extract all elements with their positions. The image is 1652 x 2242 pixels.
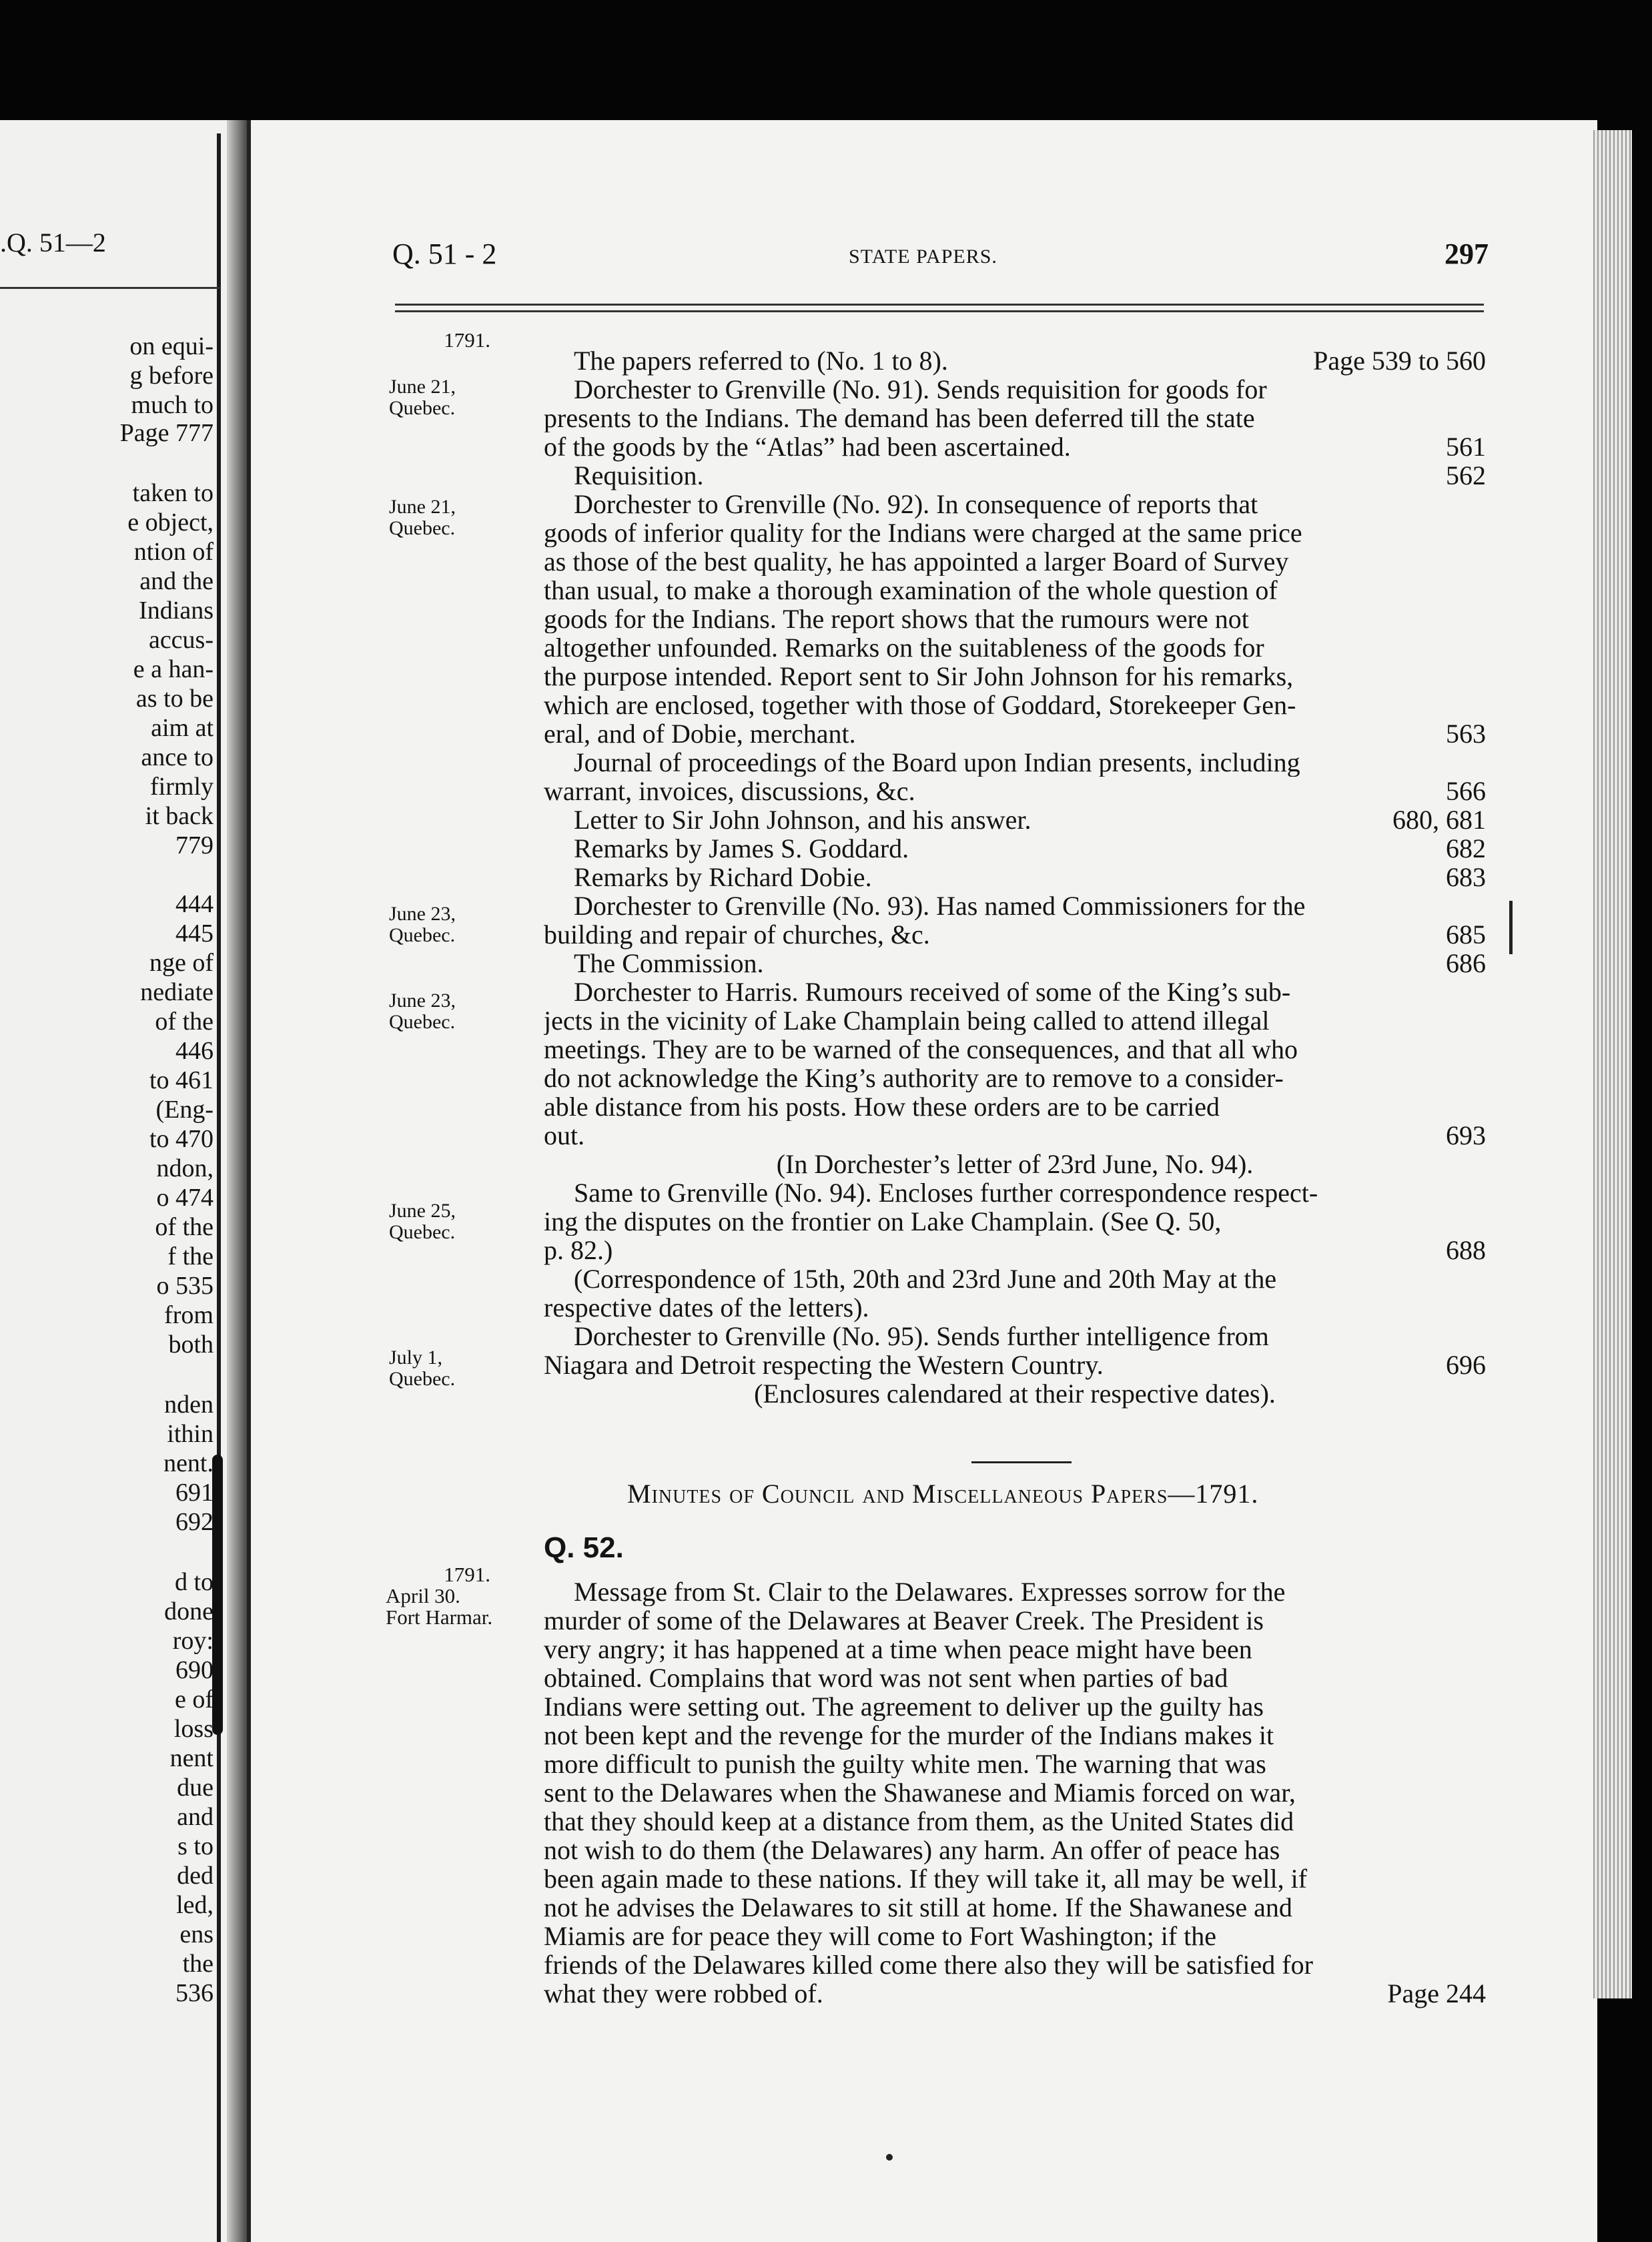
line-text: ing the disputes on the frontier on Lake Champlain. (See Q. 50,	[544, 1208, 1222, 1236]
text-line	[544, 863, 1486, 891]
line-text: as those of the best quality, he has appointed a larger Board of Survey	[544, 548, 1289, 576]
left-page-line: the	[182, 1950, 214, 1978]
volume-heading: Q. 52.	[544, 1531, 624, 1564]
text-line	[544, 1693, 1486, 1721]
page-reference: 696	[1446, 1350, 1486, 1380]
text-line	[544, 950, 1486, 978]
line-text: Letter to Sir John Johnson, and his answer.	[574, 805, 1031, 835]
line-text: warrant, invoices, discussions, &c.	[544, 776, 915, 806]
left-page-line: o 535	[156, 1272, 214, 1300]
text-line	[544, 749, 1486, 777]
line-text: (Enclosures calendared at their respective dates).	[754, 1379, 1276, 1409]
text-line	[544, 1150, 1486, 1178]
margin-date-note: Quebec.	[389, 397, 456, 419]
line-text: that they should keep at a distance from them, as the United States did	[544, 1808, 1294, 1836]
line-text: altogether unfounded. Remarks on the suitableness of the goods for	[544, 634, 1264, 662]
text-line	[544, 433, 1486, 461]
text-line	[544, 1093, 1486, 1121]
left-page-line: s to	[177, 1832, 214, 1860]
page-reference: 688	[1446, 1235, 1486, 1265]
line-text: than usual, to make a thorough examination of the whole question of	[544, 577, 1278, 605]
left-page-line: on equi-	[129, 332, 214, 360]
text-line	[544, 1951, 1486, 1979]
line-text: out.	[544, 1120, 585, 1150]
left-page-line: both	[168, 1331, 214, 1359]
line-text: of the goods by the “Atlas” had been ascertained.	[544, 432, 1071, 462]
left-page-rule	[0, 287, 220, 289]
text-line	[544, 1265, 1486, 1293]
text-line	[544, 1922, 1486, 1950]
margin-date-note: June 25,	[389, 1200, 456, 1222]
margin-date-note: April 30.	[386, 1584, 460, 1607]
page-reference: Page 539 to 560	[1313, 346, 1486, 376]
text-line	[544, 376, 1486, 404]
line-text: obtained. Complains that word was not sent when parties of bad	[544, 1664, 1228, 1692]
left-page-line: of the	[155, 1213, 214, 1241]
left-page-line: it back	[145, 802, 214, 830]
line-text: goods of inferior quality for the Indians were charged at the same price	[544, 519, 1302, 547]
line-text: building and repair of churches, &c.	[544, 919, 930, 950]
text-line	[544, 347, 1486, 375]
text-line	[544, 921, 1486, 949]
left-page-header: .Q. 51—2	[0, 228, 106, 258]
left-page-line: Page 777	[119, 419, 214, 447]
left-page-line: roy:	[172, 1627, 214, 1655]
page-reference: 563	[1446, 719, 1486, 749]
left-page-line: led,	[176, 1891, 214, 1919]
line-text: which are enclosed, together with those of Goddard, Storekeeper Gen-	[544, 691, 1296, 719]
text-line	[544, 404, 1486, 432]
text-line	[544, 1036, 1486, 1064]
text-line	[544, 1607, 1486, 1635]
line-text: Remarks by James S. Goddard.	[574, 833, 909, 863]
line-text: respective dates of the letters).	[544, 1292, 869, 1323]
binding-marker	[212, 1455, 223, 1735]
line-text: Dorchester to Grenville (No. 93). Has named Commissioners for the	[574, 892, 1306, 920]
left-page-line: to 470	[149, 1125, 214, 1153]
left-page-line: nge of	[149, 949, 214, 977]
left-page-line: nent.	[163, 1449, 214, 1477]
line-text: meetings. They are to be warned of the consequences, and that all who	[544, 1036, 1298, 1064]
text-line	[544, 691, 1486, 719]
line-text: Dorchester to Grenville (No. 95). Sends further intelligence from	[574, 1323, 1269, 1351]
text-line	[544, 490, 1486, 518]
line-text: murder of some of the Delawares at Beaver Creek. The President is	[544, 1607, 1264, 1635]
page-reference: 693	[1446, 1120, 1486, 1150]
text-line	[544, 892, 1486, 920]
text-line	[544, 1836, 1486, 1864]
left-page-line: firmly	[150, 773, 214, 801]
text-line	[544, 1722, 1486, 1750]
text-line	[544, 1380, 1486, 1408]
text-line	[544, 663, 1486, 691]
margin-mark	[1509, 901, 1513, 954]
line-text: do not acknowledge the King’s authority are to remove to a consider-	[544, 1064, 1284, 1092]
line-text: Dorchester to Grenville (No. 91). Sends requisition for goods for	[574, 376, 1267, 404]
left-page-line: e a han-	[133, 655, 214, 683]
line-text: been again made to these nations. If they will take it, all may be well, if	[544, 1865, 1308, 1893]
margin-date-note: July 1,	[389, 1347, 443, 1369]
line-text: not wish to do them (the Delawares) any harm. An offer of peace has	[544, 1836, 1280, 1864]
line-text: Dorchester to Harris. Rumours received of some of the King’s sub-	[574, 978, 1291, 1006]
text-line	[544, 1750, 1486, 1778]
left-page-line: 446	[175, 1037, 214, 1065]
line-text: Indians were setting out. The agreement to deliver up the guilty has	[544, 1693, 1264, 1721]
line-text: what they were robbed of.	[544, 1978, 823, 2008]
margin-date-note: Quebec.	[389, 1221, 456, 1243]
text-line	[544, 1122, 1486, 1150]
left-page-line: 444	[175, 890, 214, 918]
left-page-line: loss	[173, 1715, 214, 1743]
left-page-line: g before	[129, 362, 214, 390]
line-text: jects in the vicinity of Lake Champlain being called to attend illegal	[544, 1007, 1270, 1035]
line-text: sent to the Delawares when the Shawanese and Miamis forced on war,	[544, 1779, 1296, 1807]
margin-date-note: Fort Harmar.	[386, 1605, 493, 1629]
text-line	[544, 519, 1486, 547]
line-text: able distance from his posts. How these orders are to be carried	[544, 1093, 1220, 1121]
text-line	[544, 634, 1486, 662]
margin-date-note: Quebec.	[389, 924, 456, 946]
text-line	[544, 835, 1486, 863]
left-page-line: as to be	[135, 685, 214, 713]
text-line	[544, 1635, 1486, 1663]
margin-date-note: 1791.	[444, 328, 490, 352]
page-reference: 683	[1446, 862, 1486, 892]
page-reference: 685	[1446, 919, 1486, 950]
line-text: very angry; it has happened at a time when peace might have been	[544, 1635, 1252, 1663]
text-line	[544, 1064, 1486, 1092]
line-text: The Commission.	[574, 948, 764, 978]
line-text: the purpose intended. Report sent to Sir John Johnson for his remarks,	[544, 663, 1294, 691]
left-page-line: nent	[169, 1744, 214, 1772]
line-text: Dorchester to Grenville (No. 92). In consequence of reports that	[574, 490, 1258, 518]
text-line	[544, 1865, 1486, 1893]
line-text: p. 82.)	[544, 1235, 613, 1265]
left-page-line: from	[164, 1301, 214, 1329]
left-page-line: ndon,	[156, 1154, 214, 1182]
text-line	[544, 1294, 1486, 1322]
left-page-line: much to	[131, 391, 214, 419]
page-reference: 566	[1446, 776, 1486, 806]
line-text: Miamis are for peace they will come to Fort Washington; if the	[544, 1922, 1217, 1950]
left-page-line: 692	[175, 1508, 214, 1536]
line-text: (Correspondence of 15th, 20th and 23rd June and 20th May at the	[574, 1265, 1277, 1293]
text-line	[544, 1808, 1486, 1836]
line-text: Requisition.	[574, 460, 704, 490]
line-text: Niagara and Detroit respecting the Western Country.	[544, 1350, 1104, 1380]
text-line	[544, 777, 1486, 805]
left-page-line: e object,	[127, 508, 214, 536]
left-page-line: due	[177, 1774, 214, 1802]
text-line	[544, 1664, 1486, 1692]
text-line	[544, 1208, 1486, 1236]
page-reference: 686	[1446, 948, 1486, 978]
line-text: Journal of proceedings of the Board upon Indian presents, including	[574, 749, 1300, 777]
margin-date-note: June 23,	[389, 990, 456, 1012]
left-page-line: ithin	[167, 1420, 214, 1448]
section-heading: Minutes of Council and Miscellaneous Papers—1791.	[627, 1479, 1259, 1509]
line-text: not he advises the Delawares to sit still at home. If the Shawanese and	[544, 1894, 1292, 1922]
left-page-line: 445	[175, 919, 214, 948]
line-text: Same to Grenville (No. 94). Encloses further correspondence respect-	[574, 1179, 1318, 1207]
running-title: STATE PAPERS.	[849, 246, 997, 268]
left-page-line: o 474	[156, 1184, 214, 1212]
line-text: presents to the Indians. The demand has been deferred till the state	[544, 404, 1255, 432]
page-number: 297	[1444, 238, 1489, 270]
text-line	[544, 1179, 1486, 1207]
left-page-line: ance to	[141, 743, 214, 771]
left-page-line: ens	[179, 1920, 214, 1948]
left-page-line: Indians	[139, 597, 214, 625]
page-reference: Page 244	[1387, 1978, 1486, 2008]
left-page-line: 779	[175, 831, 214, 859]
left-page-line: e of	[174, 1686, 214, 1714]
margin-date-note: 1791.	[444, 1563, 490, 1586]
section-rule	[971, 1461, 1072, 1463]
line-text: more difficult to punish the guilty white men. The warning that was	[544, 1750, 1266, 1778]
text-line	[544, 1236, 1486, 1264]
margin-date-note: Quebec.	[389, 1011, 456, 1033]
left-page-line: of the	[155, 1008, 214, 1036]
left-page-line: (Eng-	[155, 1096, 214, 1124]
page-reference: 562	[1446, 460, 1486, 490]
line-text: eral, and of Dobie, merchant.	[544, 719, 856, 749]
left-page-line: taken to	[132, 479, 214, 507]
page-header-left: Q. 51 - 2	[392, 238, 497, 270]
margin-date-note: Quebec.	[389, 1368, 456, 1390]
page-reference: 682	[1446, 833, 1486, 863]
left-page-line: 690	[175, 1656, 214, 1684]
text-line	[544, 1779, 1486, 1807]
stray-mark	[886, 2154, 893, 2161]
binding-line	[217, 133, 221, 2242]
left-page-line: d to	[174, 1568, 214, 1596]
text-line	[544, 1894, 1486, 1922]
page-reference: 561	[1446, 432, 1486, 462]
margin-date-note: June 23,	[389, 903, 456, 925]
line-text: goods for the Indians. The report shows that the rumours were not	[544, 605, 1249, 633]
text-line	[544, 1578, 1486, 1606]
text-line	[544, 577, 1486, 605]
text-line	[544, 1980, 1486, 2008]
left-page-line: nediate	[140, 978, 214, 1006]
left-page-line: ntion of	[133, 538, 214, 566]
line-text: Remarks by Richard Dobie.	[574, 862, 872, 892]
text-line	[544, 1323, 1486, 1351]
left-page-line: and	[177, 1803, 214, 1831]
text-line	[544, 806, 1486, 834]
page-reference: 680, 681	[1392, 805, 1486, 835]
left-page-line: aim at	[151, 714, 214, 742]
line-text: friends of the Delawares killed come there also they will be satisfied for	[544, 1951, 1313, 1979]
left-page-line: 536	[175, 1979, 214, 2007]
left-page-line: ded	[177, 1862, 214, 1890]
text-line	[544, 605, 1486, 633]
margin-date-note: June 21,	[389, 496, 456, 518]
text-line	[544, 1007, 1486, 1035]
left-page-line: 691	[175, 1479, 214, 1507]
left-page-line: f the	[167, 1242, 214, 1270]
line-text: The papers referred to (No. 1 to 8).	[574, 346, 948, 376]
header-rule-top	[395, 304, 1484, 306]
page-edges	[1593, 130, 1632, 1998]
left-page-line: and the	[139, 567, 214, 595]
line-text: (In Dorchester’s letter of 23rd June, No. 94).	[776, 1149, 1254, 1179]
text-line	[544, 548, 1486, 576]
left-page-line: nden	[164, 1391, 214, 1419]
text-line	[544, 462, 1486, 490]
margin-date-note: Quebec.	[389, 517, 456, 539]
margin-date-note: June 21,	[389, 376, 456, 398]
left-page-line: accus-	[148, 626, 214, 654]
header-rule-bottom	[395, 310, 1484, 312]
text-line	[544, 720, 1486, 748]
line-text: not been kept and the revenge for the murder of the Indians makes it	[544, 1722, 1274, 1750]
line-text: Message from St. Clair to the Delawares. Expresses sorrow for the	[574, 1578, 1286, 1606]
text-line	[544, 1351, 1486, 1379]
text-line	[544, 978, 1486, 1006]
left-page-line: to 461	[149, 1066, 214, 1094]
left-page-line: done	[164, 1597, 214, 1625]
